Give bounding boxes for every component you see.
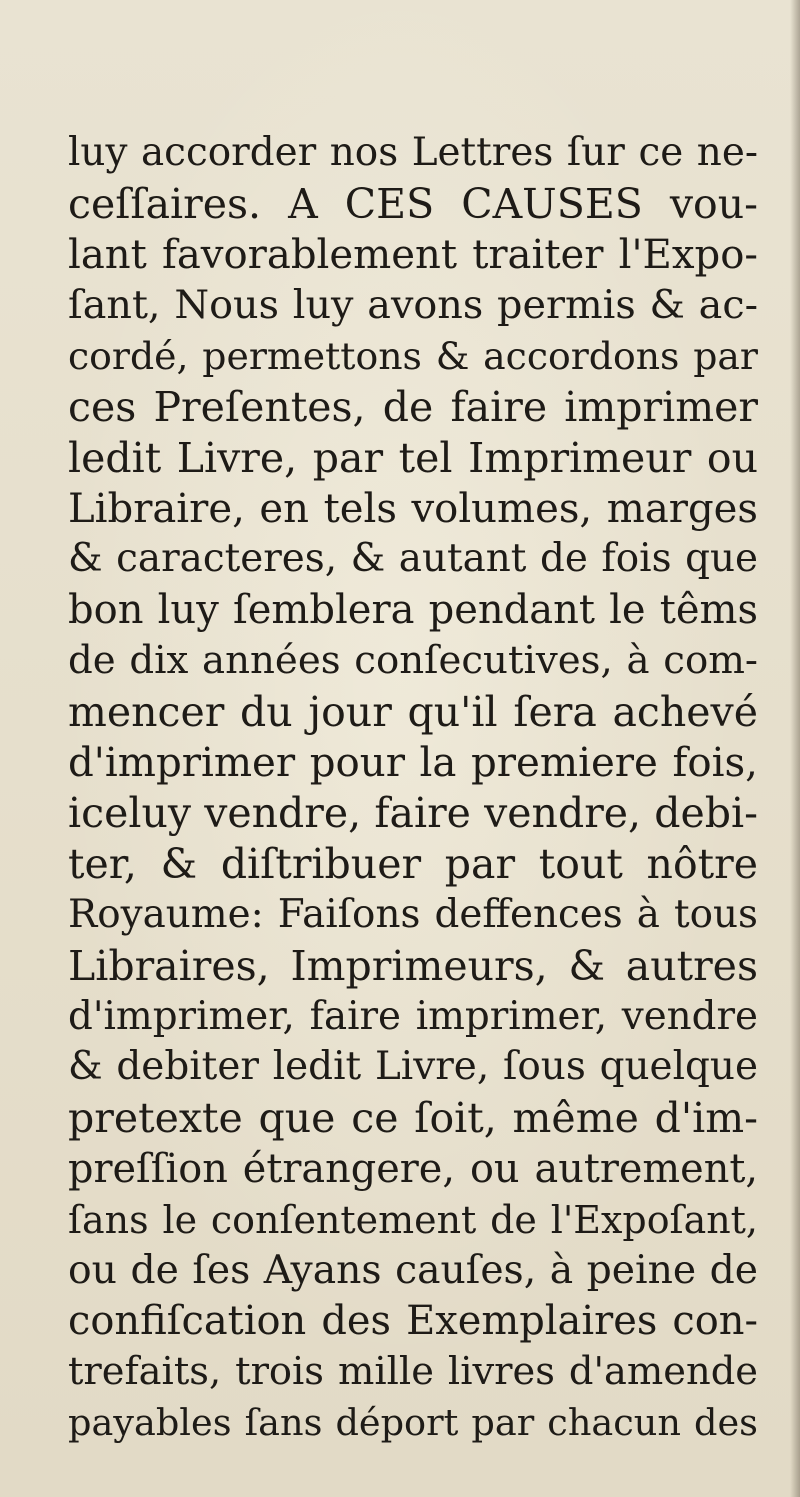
text-line: mencer du jour qu'il ſera achevé — [68, 687, 758, 736]
text-line: ou de ſes Ayans cauſes, à peine de — [68, 1247, 758, 1293]
text-line: cordé, permettons & accordons par — [68, 334, 758, 379]
text-line: ledit Livre, par tel Imprimeur ou — [68, 433, 758, 482]
text-line: Libraires, Imprimeurs, & autres — [68, 941, 758, 990]
text-line: preſſion étrangere, ou autrement, — [68, 1145, 758, 1192]
text-line: ſant, Nous luy avons permis & ac- — [68, 282, 758, 329]
text-line: & debiter ledit Livre, ſous quelque — [68, 1044, 758, 1090]
text-line: trefaits, trois mille livres d'amende — [68, 1349, 758, 1395]
text-line: Royaume: Faiſons deffences à tous — [68, 891, 758, 937]
text-line: d'imprimer pour la premiere fois, — [68, 738, 758, 786]
text-line: ces Preſentes, de faire imprimer — [68, 382, 758, 431]
text-line: confiſcation des Exemplaires con- — [68, 1298, 758, 1345]
text-line: iceluy vendre, faire vendre, debi- — [68, 789, 758, 838]
body-text — [68, 128, 758, 1449]
text-line: de dix années conſecutives, à com- — [68, 637, 758, 683]
text-line: ter, & diſtribuer par tout nôtre — [68, 840, 758, 889]
text-line: Libraire, en tels volumes, marges — [68, 485, 758, 532]
text-line: payables ſans déport par chacun des — [68, 1400, 758, 1444]
text-line: pretexte que ce ſoit, même d'im- — [68, 1094, 758, 1143]
text-line: bon luy ſemblera pendant le têms — [68, 587, 758, 634]
text-line: d'imprimer, faire imprimer, vendre — [68, 993, 758, 1039]
text-line: & caracteres, & autant de fois que — [68, 536, 758, 582]
text-line: lant favorablement traiter l'Expo- — [68, 231, 758, 278]
text-line: ſans le conſentement de l'Expoſant, — [68, 1197, 758, 1242]
text-line: ceſſaires. A CES CAUSES vou- — [68, 179, 758, 228]
text-line: luy accorder nos Lettres ſur ce ne- — [68, 130, 758, 175]
page-edge-shadow — [790, 0, 800, 1497]
